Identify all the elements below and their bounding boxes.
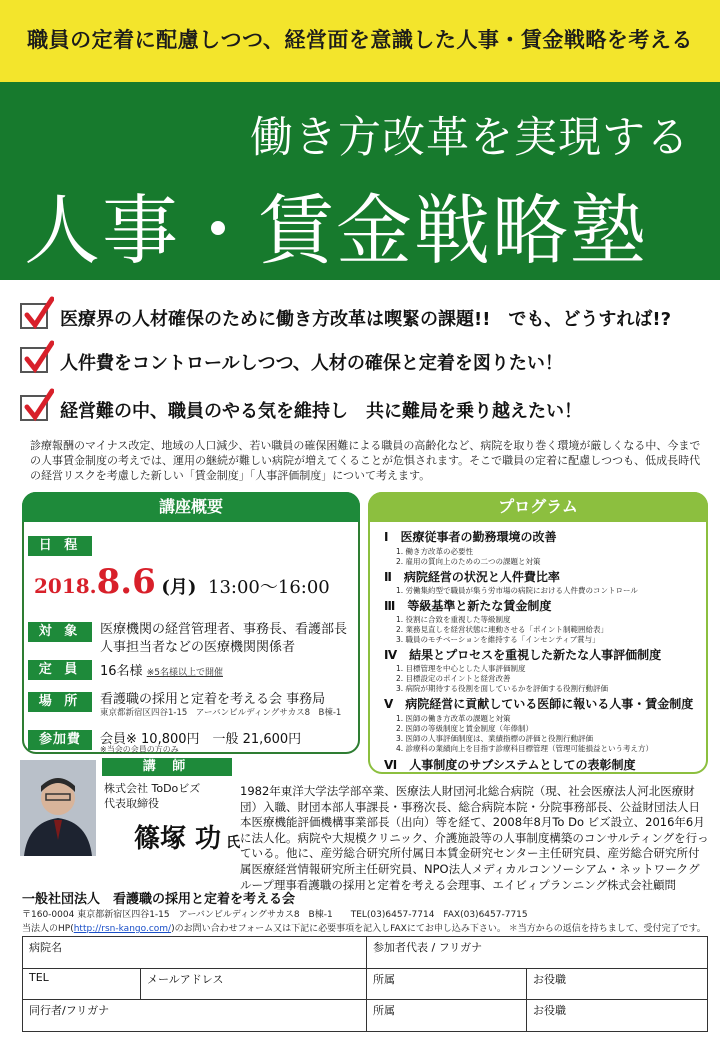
lecturer-role: 代表取締役 [104, 797, 159, 810]
venue-text: 看護職の採用と定着を考える会 事務局 [100, 692, 326, 707]
program-section-title: Ⅳ 結果とプロセスを重視した新たな人事評価制度 [384, 648, 662, 662]
program-item: 3. 医師の人事評価制度は、業績指標の評価と役割行動評価 [396, 734, 594, 743]
check-item-3: 経営難の中、職員のやる気を維持し 共に難局を乗り越えたい！ [60, 401, 582, 422]
date-year: 2018. [34, 574, 97, 598]
capacity-text: 16名様 [100, 664, 143, 679]
fee-label: 参加費 [28, 730, 92, 750]
program-section-title: Ⅲ 等級基準と新たな賃金制度 [384, 599, 552, 613]
program-item: 3. 病院が期待する役割を面しているかを評価する役割行動評価 [396, 684, 609, 693]
overview-box [22, 492, 360, 754]
event-date [34, 562, 330, 602]
field-hospital[interactable]: 病院名 [23, 937, 367, 969]
program-item: 1. 医師の働き方改革の課題と対策 [396, 714, 511, 723]
date-weekday: (月) [161, 577, 197, 598]
program-item: 1. 目標管理を中心とした人事評価制度 [396, 664, 526, 673]
field-department[interactable]: 所属 [367, 968, 527, 1000]
program-item: 2. 業務見直しを経営状態に連動させる「ポイント制範囲給表」 [396, 625, 609, 634]
checkbox-icon [20, 395, 48, 421]
notice-pre: 当法人のHP( [22, 924, 74, 934]
lecturer-bio: 1982年東洋大学法学部卒業、医療法人財団河北総合病院（現、社会医療法人河北医療財団）入職、財団本部人事課長・事務次長、総合病院本院・分院事務部長、公益財団法人日本医療機能評価機構事業部長（出向）等を経て、2008年8月To Do ビズ設立、2016年6月に法人化。病院や大規模クリニック、介護施設等の人事制度構築のコンサルティングを行っている。他に、産労総合研究所付属日本賃金研究センター主任研究員、産労総合研究所付属医療経営情報研究所主任研究員、NPO法人メディカルコンソーシアム・ネットワークグループ理事看護職の採用と定着を考える会理事、エイビィプランニング株式会社顧問 [240, 784, 709, 892]
program-item: 2. 医師の等級制度と賃金制度（年俸制） [396, 724, 534, 733]
capacity-note: ※5名様以上で開催 [146, 668, 223, 678]
program-item: 1. 役割に合致を重視した等級制度 [396, 615, 511, 624]
program-item: 2. 雇用の質向上のための二つの課題と対策 [396, 557, 541, 566]
program-item: 1. 労働集約型で職員が集う労市場の病院における人件費のコントロール [396, 586, 638, 595]
application-form [22, 936, 708, 1032]
lecturer-photo [20, 760, 96, 856]
field-position[interactable]: お役職 [527, 968, 708, 1000]
fee-note: ※当会の会員の方のみ [100, 745, 179, 754]
program-header: プログラム [368, 492, 708, 522]
lecturer-name-block [134, 818, 240, 855]
checkbox-icon [20, 347, 48, 373]
lecturer-honorific: 氏 [226, 835, 241, 851]
target-label: 対 象 [28, 622, 92, 642]
notice-post: )のお問い合わせフォーム又は下記に必要事項を記入しFAXにてお申し込み下さい。 ＊当方からの返信を持ちまして、受付完了です。 [171, 924, 706, 934]
field-email[interactable]: メールアドレス [141, 968, 367, 1000]
capacity-label: 定 員 [28, 660, 92, 680]
field-representative[interactable]: 参加者代表 / フリガナ [367, 937, 708, 969]
date-monthday: 8.6 [96, 562, 156, 602]
organizer-name: 一般社団法人 看護職の採用と定着を考える会 [22, 892, 296, 907]
program-section-title: Ⅴ 病院経営に貢献している医師に報いる人事・賃金制度 [384, 697, 694, 711]
capacity [100, 660, 223, 679]
field-department-2[interactable]: 所属 [367, 1000, 527, 1032]
main-title: 人事・賃金戦略塾 [24, 186, 648, 275]
tagline: 職員の定着に配慮しつつ、経営面を意識した人事・賃金戦略を考える [27, 28, 693, 52]
program-box [368, 492, 708, 774]
venue-address: 東京都新宿区四谷1-15 アーバンビルディングサカス8 B棟-1 [100, 708, 342, 718]
fee-text: 会員※ 10,800円 一般 21,600円 [100, 732, 302, 747]
tagline-band [0, 0, 720, 82]
field-position-2[interactable]: お役職 [527, 1000, 708, 1032]
program-item: 3. 職員のモチベーションを維持する「インセンティブ賞与」 [396, 635, 600, 644]
intro-text: 診療報酬のマイナス改定、地域の人口減少、若い職員の確保困難による職員の高齢化など、病院を取り巻く環境が厳しくなる中、今までの人事賃金制度の考えでは、運用の継続が難しい病院が増えてくることが危惧されます。そこで職員の定着に配慮しつつも、低成長時代の経営リスクを考慮した新しい「賃金制度」「人事評価制度」について考えます。 [30, 439, 701, 482]
lecturer-company: 株式会社 ToDoビズ [104, 782, 201, 795]
checkbox-icon [20, 303, 48, 329]
program-item: 4. 診療科の業績向上を目指す診療科目標管理（管理可能損益という考え方） [396, 744, 654, 753]
target-text-2: 人事担当者などの医療機関関係者 [100, 640, 296, 655]
venue-label: 場 所 [28, 692, 92, 712]
organizer-address: 〒160-0004 東京都新宿区四谷1-15 アーバンビルディングサカス8 B棟-1 TEL(03)6457-7714 FAX(03)6457-7715 [22, 910, 528, 920]
field-tel[interactable]: TEL [23, 968, 141, 1000]
date-time: 13:00～16:00 [208, 577, 330, 598]
program-section-title: Ⅵ 人事制度のサブシステムとしての表彰制度 [384, 758, 636, 772]
check-item-2: 人件費をコントロールしつつ、人材の確保と定着を図りたい！ [60, 353, 563, 374]
check-item-1: 医療界の人材確保のために働き方改革は喫緊の課題!! でも、どうすれば!? [60, 309, 672, 330]
program-section-title: Ⅱ 病院経営の状況と人件費比率 [384, 570, 560, 584]
lecturer-label: 講 師 [102, 758, 232, 776]
program-item: 1. 働き方改革の必要性 [396, 547, 474, 556]
application-notice [22, 921, 706, 934]
lecturer-name: 篠塚 功 [134, 824, 222, 854]
subtitle: 働き方改革を実現する [250, 113, 690, 163]
website-link[interactable]: http://rsn-kango.com/ [73, 924, 172, 934]
overview-header: 講座概要 [22, 492, 360, 522]
title-band [0, 82, 720, 280]
field-companion[interactable]: 同行者/フリガナ [23, 1000, 367, 1032]
program-section-title: Ⅰ 医療従事者の勤務環境の改善 [384, 530, 557, 544]
date-label: 日 程 [28, 536, 92, 556]
program-item: 2. 目標設定のポイントと経営改善 [396, 674, 511, 683]
target-text: 医療機関の経営管理者、事務長、看護部長 [100, 622, 348, 637]
